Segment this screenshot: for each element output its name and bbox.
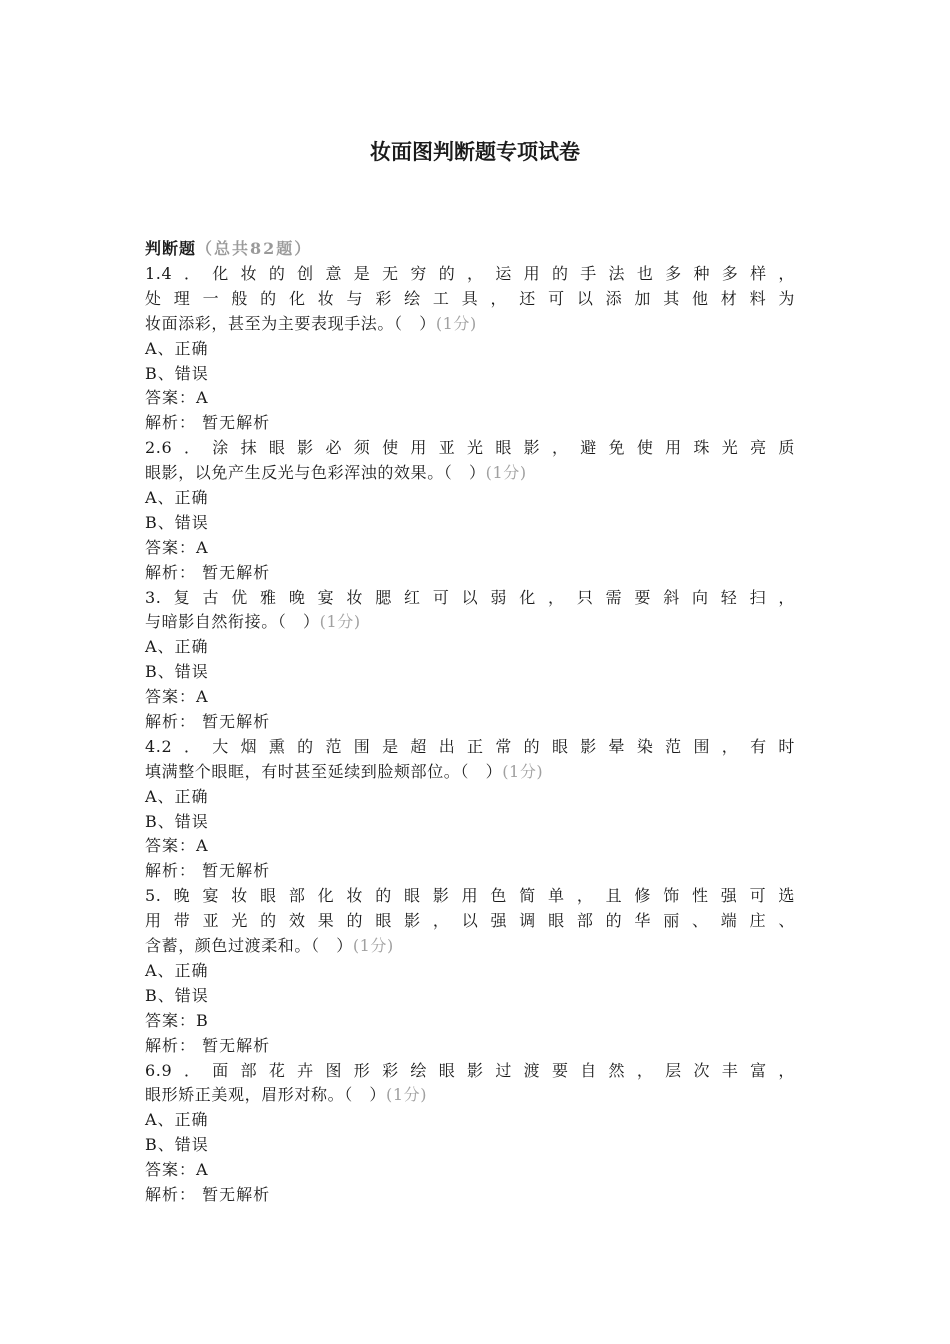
question-item — [145, 1059, 795, 1208]
question-stem-line — [145, 1059, 795, 1084]
question-item — [145, 262, 795, 436]
question-stem-line — [145, 586, 795, 611]
explanation-line: 解析： 暂无解析 — [145, 413, 271, 433]
question-score: (1分) — [386, 1085, 428, 1105]
question-text: 5.晚宴妆眼部化妆的眼影用色简单，且修饰性强可选 — [145, 886, 795, 906]
question-text: 处理一般的化妆与彩绘工具，还可以添加其他材料为 — [145, 288, 795, 308]
question-score: (1分) — [352, 936, 394, 956]
question-stem-line — [145, 884, 795, 909]
question-stem-line — [145, 760, 795, 785]
option-b: B、错误 — [145, 512, 209, 532]
answer-line: 答案：A — [145, 537, 209, 557]
question-stem — [145, 262, 795, 337]
question-stem — [145, 1059, 795, 1109]
question-stem-line — [145, 1083, 795, 1108]
questions-container — [145, 262, 795, 1208]
option-b: B、错误 — [145, 1135, 209, 1155]
option-a: A、正确 — [145, 1110, 209, 1130]
question-score: (1分) — [502, 761, 544, 781]
question-stem — [145, 735, 795, 785]
option-b: B、错误 — [145, 662, 209, 682]
question-stem-line — [145, 934, 795, 959]
question-stem-line — [145, 262, 795, 287]
answer-line: 答案：B — [145, 1010, 209, 1030]
option-a: A、正确 — [145, 960, 209, 980]
section-count: （总共82题） — [196, 239, 313, 258]
section-header — [145, 237, 795, 262]
question-stem-line — [145, 909, 795, 934]
question-stem-line — [145, 461, 795, 486]
option-a: A、正确 — [145, 488, 209, 508]
question-item — [145, 436, 795, 585]
question-stem-line — [145, 735, 795, 760]
question-score: (1分) — [435, 313, 477, 333]
question-score: (1分) — [319, 612, 361, 632]
question-text: 填满整个眼眶，有时甚至延续到脸颊部位。（ ） — [145, 761, 503, 781]
answer-line: 答案：A — [145, 687, 209, 707]
explanation-line: 解析： 暂无解析 — [145, 1184, 271, 1204]
question-text: 3.复古优雅晚宴妆腮红可以弱化，只需要斜向轻扫， — [145, 587, 795, 607]
question-text: 含蓄，颜色过渡柔和。（ ） — [145, 936, 353, 956]
question-text: 4.2．大烟熏的范围是超出正常的眼影晕染范围，有时 — [145, 736, 795, 756]
question-stem — [145, 586, 795, 636]
question-text: 眼影，以免产生反光与色彩浑浊的效果。（ ） — [145, 463, 486, 483]
question-text: 2.6．涂抹眼影必须使用亚光眼影，避免使用珠光亮质 — [145, 438, 795, 458]
question-stem-line — [145, 610, 795, 635]
option-a: A、正确 — [145, 338, 209, 358]
question-text: 妆面添彩，甚至为主要表现手法。（ ） — [145, 313, 436, 333]
option-b: B、错误 — [145, 811, 209, 831]
option-a: A、正确 — [145, 786, 209, 806]
option-a: A、正确 — [145, 637, 209, 657]
explanation-line: 解析： 暂无解析 — [145, 712, 271, 732]
question-text: 用带亚光的效果的眼影，以强调眼部的华丽、端庄、 — [145, 911, 795, 931]
explanation-line: 解析： 暂无解析 — [145, 562, 271, 582]
question-stem-line — [145, 287, 795, 312]
question-item — [145, 884, 795, 1058]
question-text: 与暗影自然衔接。（ ） — [145, 612, 320, 632]
question-score: (1分) — [485, 463, 527, 483]
question-stem — [145, 884, 795, 959]
question-item — [145, 735, 795, 884]
question-stem-line — [145, 436, 795, 461]
answer-line: 答案：A — [145, 836, 209, 856]
question-list — [145, 237, 795, 1208]
option-b: B、错误 — [145, 985, 209, 1005]
question-stem — [145, 436, 795, 486]
question-text: 6.9．面部花卉图形彩绘眼影过渡要自然，层次丰富， — [145, 1060, 795, 1080]
answer-line: 答案：A — [145, 1160, 209, 1180]
explanation-line: 解析： 暂无解析 — [145, 1035, 271, 1055]
explanation-line: 解析： 暂无解析 — [145, 861, 271, 881]
question-stem-line — [145, 312, 795, 337]
document-title: 妆面图判断题专项试卷 — [370, 139, 580, 164]
section-label: 判断题 — [145, 239, 197, 258]
answer-line: 答案：A — [145, 388, 209, 408]
question-text: 眼形矫正美观，眉形对称。（ ） — [145, 1085, 387, 1105]
question-text: 1.4．化妆的创意是无穷的，运用的手法也多种多样， — [145, 264, 795, 283]
option-b: B、错误 — [145, 363, 209, 383]
question-item — [145, 586, 795, 735]
